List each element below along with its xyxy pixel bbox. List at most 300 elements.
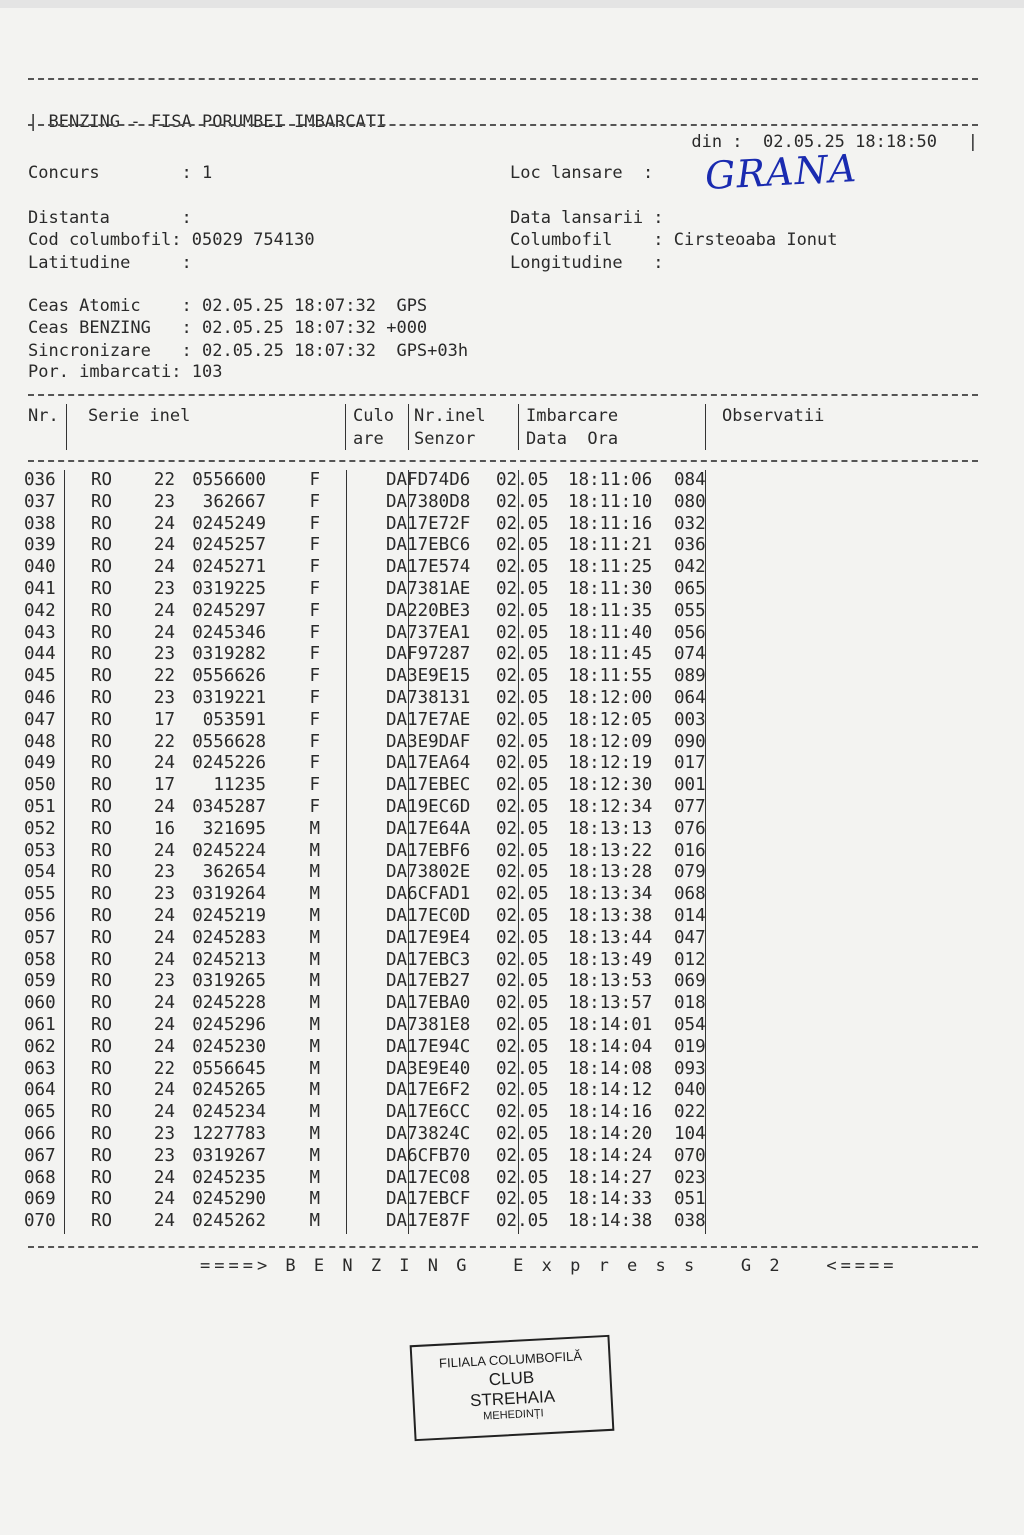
ring-year: 23 xyxy=(153,491,175,512)
table-row xyxy=(24,884,706,906)
sensor-id: DA73824C xyxy=(386,1123,471,1144)
culoare-cell xyxy=(328,971,380,993)
culoare-cell xyxy=(328,1146,380,1168)
sensor-id: DA17EC08 xyxy=(386,1167,471,1188)
embark-date: 02.05 xyxy=(496,1145,549,1166)
sensor-id: DA17EBC6 xyxy=(386,535,471,556)
column-separator xyxy=(345,404,346,450)
col-culoare-1: Culo xyxy=(353,406,394,426)
embark-date: 02.05 xyxy=(496,1102,549,1123)
field-ceas-atomic: Ceas Atomic : 02.05.25 18:07:32 GPS xyxy=(28,296,428,316)
table-row xyxy=(24,1146,706,1168)
sensor-id: DA17E9E4 xyxy=(386,927,471,948)
sex: F xyxy=(309,557,320,578)
embark-date: 02.05 xyxy=(496,470,549,490)
culoare-cell xyxy=(328,601,380,623)
ring-country: RO xyxy=(90,535,113,556)
culoare-cell xyxy=(328,514,380,536)
culoare-cell xyxy=(328,557,380,579)
sex: F xyxy=(309,775,320,796)
observation: 017 xyxy=(674,753,706,774)
field-por-imbarcati: Por. imbarcati: 103 xyxy=(28,362,223,382)
ring-number: 0245271 xyxy=(192,557,266,578)
embark-time: 18:14:20 xyxy=(568,1123,653,1144)
table-row xyxy=(24,601,706,623)
culoare-cell xyxy=(328,1015,380,1037)
observation: 040 xyxy=(674,1080,706,1101)
row-nr: 063 xyxy=(24,1058,56,1079)
sensor-id: DA17EB27 xyxy=(386,971,471,992)
sensor-id: DA17E6F2 xyxy=(386,1080,471,1101)
embark-time: 18:14:01 xyxy=(568,1014,653,1035)
ring-year: 24 xyxy=(153,1036,175,1057)
row-nr: 045 xyxy=(24,666,56,687)
ring-country: RO xyxy=(90,557,113,578)
embark-time: 18:13:49 xyxy=(568,949,653,970)
ring-country: RO xyxy=(90,1058,113,1079)
ring-country: RO xyxy=(90,775,113,796)
sex: M xyxy=(309,1211,320,1232)
row-nr: 058 xyxy=(24,949,56,970)
embark-date: 02.05 xyxy=(496,535,549,556)
sex: M xyxy=(309,1102,320,1123)
row-nr: 070 xyxy=(24,1211,56,1232)
ring-number: 321695 xyxy=(202,818,266,839)
embark-date: 02.05 xyxy=(496,818,549,839)
ring-number: 0319264 xyxy=(192,884,266,905)
embark-time: 18:13:13 xyxy=(568,818,653,839)
ring-country: RO xyxy=(90,840,113,861)
ring-number: 11235 xyxy=(213,775,266,796)
ring-number: 0245213 xyxy=(192,949,266,970)
table-row xyxy=(24,819,706,841)
culoare-cell xyxy=(328,492,380,514)
culoare-cell xyxy=(328,1189,380,1211)
table-row xyxy=(24,1015,706,1037)
sensor-id: DA17E72F xyxy=(386,513,471,534)
observation: 016 xyxy=(674,840,706,861)
ring-year: 24 xyxy=(153,949,175,970)
ring-year: 23 xyxy=(153,971,175,992)
ring-country: RO xyxy=(90,796,113,817)
ring-number: 0245228 xyxy=(192,993,266,1014)
sex: F xyxy=(309,709,320,730)
table-row xyxy=(24,1059,706,1081)
sex: M xyxy=(309,993,320,1014)
ring-country: RO xyxy=(90,753,113,774)
row-nr: 062 xyxy=(24,1036,56,1057)
embark-time: 18:13:38 xyxy=(568,905,653,926)
ring-country: RO xyxy=(90,470,113,490)
embark-date: 02.05 xyxy=(496,644,549,665)
sensor-id: DA737EA1 xyxy=(386,622,471,643)
embark-date: 02.05 xyxy=(496,775,549,796)
table-row xyxy=(24,950,706,972)
observation: 079 xyxy=(674,862,706,883)
embark-time: 18:13:22 xyxy=(568,840,653,861)
field-columbofil: Columbofil : Cirsteoaba Ionut xyxy=(510,230,838,250)
sensor-id: DA17E87F xyxy=(386,1211,471,1232)
ring-country: RO xyxy=(90,1080,113,1101)
culoare-cell xyxy=(328,928,380,950)
report-header xyxy=(28,92,978,152)
row-nr: 056 xyxy=(24,905,56,926)
table-row xyxy=(24,666,706,688)
sensor-id: DA220BE3 xyxy=(386,600,471,621)
column-separator xyxy=(705,404,706,450)
date-label: din : xyxy=(691,132,743,152)
embark-date: 02.05 xyxy=(496,578,549,599)
culoare-cell xyxy=(328,797,380,819)
row-nr: 060 xyxy=(24,993,56,1014)
col-nr-inel-1: Nr.inel xyxy=(414,406,486,426)
ring-country: RO xyxy=(90,731,113,752)
ring-number: 0319267 xyxy=(192,1145,266,1166)
ring-year: 22 xyxy=(153,666,175,687)
sex: M xyxy=(309,1036,320,1057)
embark-time: 18:14:04 xyxy=(568,1036,653,1057)
ring-country: RO xyxy=(90,687,113,708)
ring-number: 1227783 xyxy=(192,1123,266,1144)
column-separator xyxy=(518,404,519,450)
sex: M xyxy=(309,1145,320,1166)
sex: M xyxy=(309,905,320,926)
embark-time: 18:14:24 xyxy=(568,1145,653,1166)
ring-country: RO xyxy=(90,622,113,643)
ring-country: RO xyxy=(90,709,113,730)
sex: M xyxy=(309,927,320,948)
embark-date: 02.05 xyxy=(496,731,549,752)
table-row xyxy=(24,1102,706,1124)
sensor-id: DA7380D8 xyxy=(386,491,471,512)
ring-number: 0245346 xyxy=(192,622,266,643)
row-nr: 041 xyxy=(24,578,56,599)
ring-number: 0556626 xyxy=(192,666,266,687)
observation: 074 xyxy=(674,644,706,665)
culoare-cell xyxy=(328,1059,380,1081)
ring-year: 23 xyxy=(153,687,175,708)
ring-country: RO xyxy=(90,1123,113,1144)
observation: 014 xyxy=(674,905,706,926)
table-row xyxy=(24,1037,706,1059)
culoare-cell xyxy=(328,644,380,666)
embark-date: 02.05 xyxy=(496,884,549,905)
row-nr: 043 xyxy=(24,622,56,643)
embark-date: 02.05 xyxy=(496,905,549,926)
embark-time: 18:14:33 xyxy=(568,1189,653,1210)
observation: 055 xyxy=(674,600,706,621)
ring-number: 362667 xyxy=(202,491,266,512)
observation: 001 xyxy=(674,775,706,796)
dashed-rule xyxy=(28,1246,978,1248)
embark-date: 02.05 xyxy=(496,1058,549,1079)
observation: 003 xyxy=(674,709,706,730)
embark-time: 18:11:35 xyxy=(568,600,653,621)
row-nr: 053 xyxy=(24,840,56,861)
ring-year: 24 xyxy=(153,600,175,621)
col-nr: Nr. xyxy=(28,406,59,426)
embark-date: 02.05 xyxy=(496,709,549,730)
row-nr: 048 xyxy=(24,731,56,752)
dashed-rule xyxy=(28,124,978,126)
stamp-line-4: MEHEDINȚI xyxy=(482,1407,544,1423)
embark-time: 18:12:19 xyxy=(568,753,653,774)
ring-country: RO xyxy=(90,927,113,948)
ring-number: 0245249 xyxy=(192,513,266,534)
ring-year: 24 xyxy=(153,535,175,556)
sensor-id: DA17E64A xyxy=(386,818,471,839)
column-separator xyxy=(408,404,409,450)
ring-number: 0245235 xyxy=(192,1167,266,1188)
sex: F xyxy=(309,491,320,512)
row-nr: 038 xyxy=(24,513,56,534)
embark-date: 02.05 xyxy=(496,1123,549,1144)
embark-time: 18:12:00 xyxy=(568,687,653,708)
sensor-id: DA17EA64 xyxy=(386,753,471,774)
embark-date: 02.05 xyxy=(496,927,549,948)
ring-country: RO xyxy=(90,862,113,883)
ring-number: 0319225 xyxy=(192,578,266,599)
ring-year: 24 xyxy=(153,1080,175,1101)
culoare-cell xyxy=(328,775,380,797)
ring-number: 0345287 xyxy=(192,796,266,817)
observation: 104 xyxy=(674,1123,706,1144)
culoare-cell xyxy=(328,884,380,906)
culoare-cell xyxy=(328,1102,380,1124)
culoare-cell xyxy=(328,1037,380,1059)
embark-time: 18:13:57 xyxy=(568,993,653,1014)
table-row xyxy=(24,862,706,884)
sex: M xyxy=(309,1058,320,1079)
row-nr: 039 xyxy=(24,535,56,556)
embark-time: 18:11:21 xyxy=(568,535,653,556)
embark-date: 02.05 xyxy=(496,753,549,774)
table-row xyxy=(24,1080,706,1102)
culoare-cell xyxy=(328,862,380,884)
sensor-id: DA3E9E40 xyxy=(386,1058,471,1079)
ring-year: 23 xyxy=(153,862,175,883)
sex: M xyxy=(309,884,320,905)
sensor-id: DA738131 xyxy=(386,687,471,708)
sex: F xyxy=(309,644,320,665)
ring-country: RO xyxy=(90,600,113,621)
culoare-cell xyxy=(328,666,380,688)
ring-country: RO xyxy=(90,513,113,534)
ring-country: RO xyxy=(90,578,113,599)
top-edge-strip xyxy=(0,0,1024,8)
sensor-id: DA17EBA0 xyxy=(386,993,471,1014)
sex: M xyxy=(309,1123,320,1144)
field-latitudine: Latitudine : xyxy=(28,253,192,273)
row-nr: 061 xyxy=(24,1014,56,1035)
field-loc-lansare-label: Loc lansare : xyxy=(510,163,654,183)
ring-number: 0245265 xyxy=(192,1080,266,1101)
sex: F xyxy=(309,470,320,490)
pigeon-table xyxy=(24,470,706,1233)
culoare-cell xyxy=(328,753,380,775)
table-row xyxy=(24,623,706,645)
table-row xyxy=(24,644,706,666)
culoare-cell xyxy=(328,688,380,710)
row-nr: 069 xyxy=(24,1189,56,1210)
sensor-id: DA17EBF6 xyxy=(386,840,471,861)
row-nr: 050 xyxy=(24,775,56,796)
ring-year: 23 xyxy=(153,644,175,665)
embark-time: 18:11:55 xyxy=(568,666,653,687)
sex: F xyxy=(309,796,320,817)
row-nr: 065 xyxy=(24,1102,56,1123)
culoare-cell xyxy=(328,841,380,863)
stamp-line-1: FILIALA COLUMBOFILĂ xyxy=(438,1348,583,1371)
report-title: | BENZING - FISA PORUMBEI IMBARCATI xyxy=(28,112,387,132)
observation: 077 xyxy=(674,796,706,817)
ring-number: 0556628 xyxy=(192,731,266,752)
sensor-id: DA73802E xyxy=(386,862,471,883)
ring-country: RO xyxy=(90,1211,113,1232)
embark-time: 18:13:44 xyxy=(568,927,653,948)
culoare-cell xyxy=(328,1211,380,1233)
ring-year: 24 xyxy=(153,1189,175,1210)
row-nr: 040 xyxy=(24,557,56,578)
ring-number: 0319282 xyxy=(192,644,266,665)
ring-number: 0245234 xyxy=(192,1102,266,1123)
field-concurs: Concurs : 1 xyxy=(28,163,213,183)
ring-country: RO xyxy=(90,971,113,992)
sensor-id: DA6CFAD1 xyxy=(386,884,471,905)
row-nr: 059 xyxy=(24,971,56,992)
ring-number: 0245296 xyxy=(192,1014,266,1035)
embark-date: 02.05 xyxy=(496,622,549,643)
sex: M xyxy=(309,840,320,861)
sex: M xyxy=(309,1080,320,1101)
field-cod-columbofil: Cod columbofil: 05029 754130 xyxy=(28,230,315,250)
embark-date: 02.05 xyxy=(496,666,549,687)
ring-year: 24 xyxy=(153,1102,175,1123)
observation: 038 xyxy=(674,1211,706,1232)
field-data-lansarii: Data lansarii : xyxy=(510,208,664,228)
row-nr: 036 xyxy=(24,470,56,490)
col-observatii: Observatii xyxy=(722,406,825,426)
ring-year: 22 xyxy=(153,1058,175,1079)
table-row xyxy=(24,1124,706,1146)
sensor-id: DA17E574 xyxy=(386,557,471,578)
observation: 012 xyxy=(674,949,706,970)
embark-date: 02.05 xyxy=(496,971,549,992)
row-nr: 052 xyxy=(24,818,56,839)
observation: 054 xyxy=(674,1014,706,1035)
column-separator xyxy=(66,404,67,450)
sensor-id: DA7381AE xyxy=(386,578,471,599)
row-nr: 037 xyxy=(24,491,56,512)
culoare-cell xyxy=(328,1168,380,1190)
dashed-rule xyxy=(28,78,978,80)
ring-year: 24 xyxy=(153,1211,175,1232)
embark-date: 02.05 xyxy=(496,1189,549,1210)
sensor-id: DA3E9DAF xyxy=(386,731,471,752)
ring-number: 0245230 xyxy=(192,1036,266,1057)
embark-time: 18:11:10 xyxy=(568,491,653,512)
sensor-id: DA17EBEC xyxy=(386,775,471,796)
sex: F xyxy=(309,731,320,752)
row-nr: 054 xyxy=(24,862,56,883)
culoare-cell xyxy=(328,819,380,841)
table-row xyxy=(24,993,706,1015)
culoare-cell xyxy=(328,579,380,601)
ring-country: RO xyxy=(90,1167,113,1188)
observation: 084 xyxy=(674,470,706,490)
sensor-id: DA17EBCF xyxy=(386,1189,471,1210)
sensor-id: DA6CFB70 xyxy=(386,1145,471,1166)
ring-year: 23 xyxy=(153,1123,175,1144)
sex: M xyxy=(309,971,320,992)
embark-date: 02.05 xyxy=(496,862,549,883)
observation: 069 xyxy=(674,971,706,992)
embark-time: 18:14:27 xyxy=(568,1167,653,1188)
embark-time: 18:11:16 xyxy=(568,513,653,534)
embark-date: 02.05 xyxy=(496,840,549,861)
table-row xyxy=(24,514,706,536)
row-nr: 068 xyxy=(24,1167,56,1188)
ring-country: RO xyxy=(90,1189,113,1210)
col-imbarcare-2: Data Ora xyxy=(526,429,619,449)
ring-country: RO xyxy=(90,1102,113,1123)
observation: 068 xyxy=(674,884,706,905)
sex: F xyxy=(309,535,320,556)
ring-number: 0245283 xyxy=(192,927,266,948)
field-ceas-benzing: Ceas BENZING : 02.05.25 18:07:32 +000 xyxy=(28,318,428,338)
ring-year: 24 xyxy=(153,927,175,948)
sex: F xyxy=(309,600,320,621)
table-row xyxy=(24,1168,706,1190)
row-nr: 057 xyxy=(24,927,56,948)
table-row xyxy=(24,971,706,993)
dashed-rule xyxy=(28,394,978,396)
sex: F xyxy=(309,622,320,643)
ring-number: 0245226 xyxy=(192,753,266,774)
table-row xyxy=(24,492,706,514)
table-row xyxy=(24,535,706,557)
sex: M xyxy=(309,818,320,839)
culoare-cell xyxy=(328,1124,380,1146)
row-nr: 055 xyxy=(24,884,56,905)
embark-date: 02.05 xyxy=(496,557,549,578)
embark-date: 02.05 xyxy=(496,1036,549,1057)
culoare-cell xyxy=(328,623,380,645)
table-row xyxy=(24,688,706,710)
col-culoare-2: are xyxy=(353,429,384,449)
field-longitudine: Longitudine : xyxy=(510,253,664,273)
ring-country: RO xyxy=(90,905,113,926)
table-row xyxy=(24,579,706,601)
club-stamp xyxy=(410,1335,615,1441)
sensor-id: DA17E94C xyxy=(386,1036,471,1057)
table-row xyxy=(24,470,706,492)
ring-number: 0556600 xyxy=(192,470,266,490)
ring-year: 24 xyxy=(153,905,175,926)
culoare-cell xyxy=(328,906,380,928)
observation: 018 xyxy=(674,993,706,1014)
ring-number: 0245219 xyxy=(192,905,266,926)
sex: F xyxy=(309,666,320,687)
embark-date: 02.05 xyxy=(496,687,549,708)
ring-country: RO xyxy=(90,1036,113,1057)
ring-year: 24 xyxy=(153,840,175,861)
table-row xyxy=(24,928,706,950)
ring-number: 362654 xyxy=(202,862,266,883)
row-nr: 064 xyxy=(24,1080,56,1101)
field-distanta: Distanta : xyxy=(28,208,192,228)
observation: 076 xyxy=(674,818,706,839)
